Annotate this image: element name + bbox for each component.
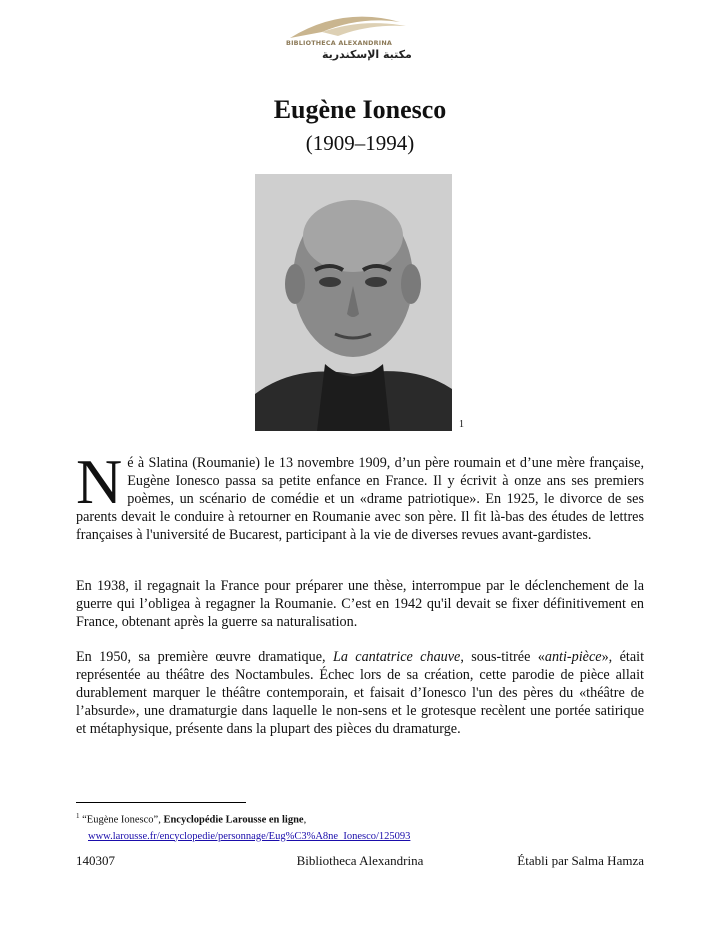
page-title: Eugène Ionesco [273,95,447,124]
footnote-text: “Eugène Ionesco”, [79,814,164,826]
bibliotheca-alexandrina-logo [282,8,432,62]
dropcap: N [76,446,123,517]
life-dates: (1909–1994) [305,131,415,155]
paragraph-3-text-c: », était représentée au théâtre des Noctambules. Échec lors de sa création, cette parodie de pièce allait durablement marquer le théâtre contemporain, et faisait d’Ionesco l'un des pères du «théâtre de l’absurde», une dramaturgie dans laquelle le non-sens et le grotesque recèlent une portée satirique et métaphysique, présente dans la plupart des pièces du dramaturge. [76,649,645,737]
footer-code: 140307 [76,853,115,868]
portrait-photo [255,174,452,431]
footnote-divider [76,802,246,803]
footnote [76,808,636,845]
portrait-figure-icon [255,174,452,431]
footnote-after: , [303,814,307,826]
logo-arc-icon [282,8,432,42]
subtitle-term: anti-pièce [544,649,602,665]
paragraph-1-text: é à Slatina (Roumanie) le 13 novembre 1909, d’un père roumain et d’une mère française, Eugène Ionesco passa sa petite enfance en France. Il y écrivit à onze ans ses premiers poèmes, un scénario de comédie et un «drame patriotique». En 1925, le divorce de ses parents devait le conduire à retourner en Roumanie avec son père. Il fit là-bas des études de lettres françaises à l'université de Bucarest, participant à la vie de diverses revues avant-gardistes. [76,455,644,543]
footnote-link[interactable]: www.larousse.fr/encyclopedie/personnage/Eug%C3%A8ne_Ionesco/125093 [88,830,411,842]
logo-text-ar: مكتبة الإسكندرية [322,48,412,61]
footer-institution: Bibliotheca Alexandrina [296,853,424,868]
play-title: La cantatrice chauve [332,649,461,665]
paragraph-1 [76,446,644,544]
footnote-number: 1 [76,812,80,820]
footer-author: Établi par Salma Hamza [517,853,644,868]
logo-text-en: BIBLIOTHECA ALEXANDRINA [286,39,393,47]
paragraph-3-text-a: En 1950, sa première œuvre dramatique, [76,649,333,665]
paragraph-3-text-b: , sous-titrée « [460,649,545,665]
paragraph-2: En 1938, il regagnait la France pour préparer une thèse, interrompue par le déclenchement de la guerre qui l’obligea à regagner la Roumanie. C’est en 1942 qu'il devait se fixer définitivement en France, obtenant après la guerre sa naturalisation. [76,578,644,630]
footnote-source: Encyclopédie Larousse en ligne [163,814,304,826]
image-footnote-ref: 1 [459,419,464,430]
paragraph-3 [76,648,644,738]
